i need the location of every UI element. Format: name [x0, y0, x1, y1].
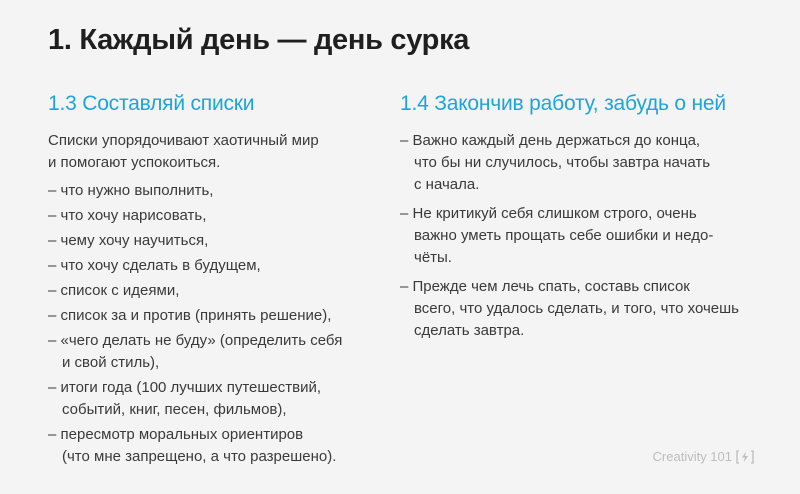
- list-item-line: – пересмотр моральных ориентиров: [48, 426, 304, 443]
- list-item-line: всего, что удалось сделать, и того, что хочешь: [414, 300, 739, 317]
- list-item: [48, 330, 378, 374]
- brand-name: Creativity 101: [652, 449, 732, 464]
- list-item-line: событий, книг, песен, фильмов),: [62, 401, 287, 418]
- lightning-bracket-icon: [736, 450, 754, 464]
- section-heading-forget-work: 1.4 Закончив работу, забудь о ней: [400, 92, 726, 115]
- list-item-line: и свой стиль),: [62, 354, 160, 371]
- list-item: [400, 276, 760, 342]
- list-item: [48, 377, 378, 421]
- brand-watermark: [653, 449, 754, 464]
- section-lists: [48, 92, 378, 471]
- list-item-line: с начала.: [414, 176, 480, 193]
- list-item-line: (что мне запрещено, а что разрешено).: [62, 448, 337, 465]
- list-item: [48, 280, 378, 302]
- list-item: [48, 230, 378, 252]
- list-item: [48, 205, 378, 227]
- list-item-line: – список с идеями,: [48, 282, 180, 299]
- list-item: [48, 424, 378, 468]
- list-item: [400, 203, 760, 269]
- list-item-line: – что нужно выполнить,: [48, 182, 214, 199]
- list-item-line: – «чего делать не буду» (определить себя: [48, 332, 343, 349]
- intro-line: и помогают успокоиться.: [48, 154, 221, 171]
- list-item: [48, 180, 378, 202]
- list-item-line: – чему хочу научиться,: [48, 232, 209, 249]
- intro-line: Списки упорядочивают хаотичный мир: [48, 132, 319, 149]
- list-item-line: – Прежде чем лечь спать, составь список: [400, 278, 690, 295]
- lists-intro: [48, 130, 378, 174]
- forget-work-items: [400, 130, 760, 342]
- list-item-line: сделать завтра.: [414, 322, 525, 339]
- list-item-line: важно уметь прощать себе ошибки и недо-: [414, 227, 714, 244]
- section-heading-lists: 1.3 Составляй списки: [48, 92, 255, 115]
- list-item-line: – что хочу нарисовать,: [48, 207, 207, 224]
- list-item: [48, 305, 378, 327]
- list-item-line: – Важно каждый день держаться до конца,: [400, 132, 701, 149]
- list-item: [48, 255, 378, 277]
- list-item-line: – Не критикуй себя слишком строго, очень: [400, 205, 697, 222]
- page-title: 1. Каждый день — день сурка: [48, 24, 470, 56]
- list-item-line: чёты.: [414, 249, 452, 266]
- list-item: [400, 130, 760, 196]
- list-item-line: – список за и против (принять решение),: [48, 307, 332, 324]
- list-item-line: – итоги года (100 лучших путешествий,: [48, 379, 322, 396]
- section-forget-work: [400, 92, 760, 349]
- lists-items: [48, 180, 378, 468]
- list-item-line: – что хочу сделать в будущем,: [48, 257, 261, 274]
- list-item-line: что бы ни случилось, чтобы завтра начать: [414, 154, 711, 171]
